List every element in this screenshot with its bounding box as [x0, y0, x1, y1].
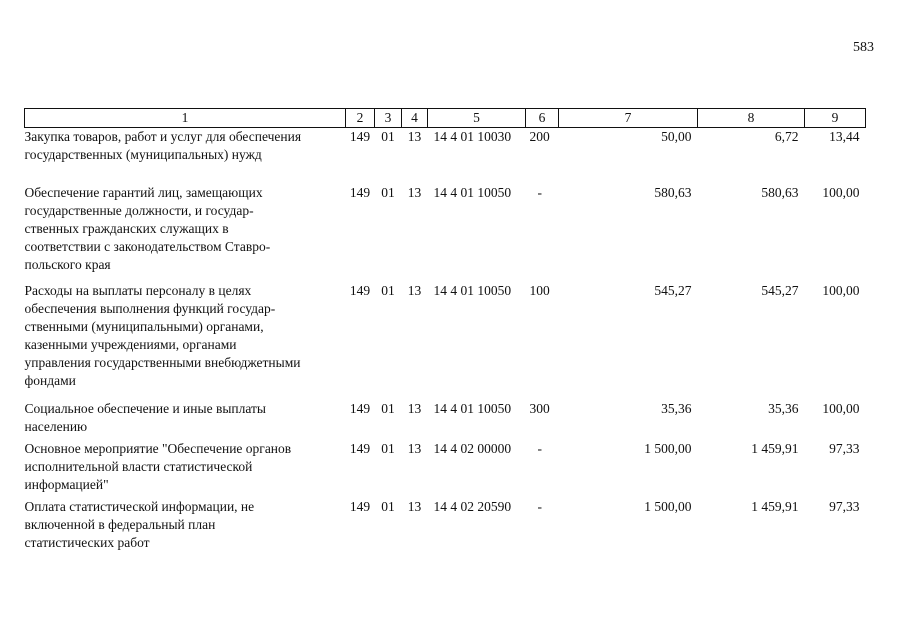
- cell-c2: 149: [349, 440, 371, 456]
- row-name-line: фондами: [24, 372, 76, 388]
- cell-c2: 149: [349, 282, 371, 298]
- cell-c8: 6,72: [774, 129, 799, 144]
- cell-c9: 97,33: [829, 440, 860, 456]
- cell-c7: 35,36: [661, 400, 692, 416]
- cell-c5: 14 4 01 10030: [433, 129, 512, 144]
- cell-c4: 13: [407, 400, 422, 416]
- cell-c2: 149: [349, 184, 371, 200]
- cell-c7: 1 500,00: [644, 440, 692, 456]
- row-name: [25, 184, 346, 282]
- row-name-line: обеспечения выполнения функций государ-: [24, 300, 276, 316]
- cell-c7: 50,00: [661, 129, 692, 144]
- cell-c5: 14 4 01 10050: [433, 282, 512, 298]
- table-row: [25, 440, 866, 498]
- cell-c7: 1 500,00: [644, 498, 692, 514]
- cell-c7: 580,63: [654, 184, 692, 200]
- cell-c6: -: [537, 498, 542, 514]
- cell-c4: 13: [407, 184, 422, 200]
- col-header-7: 7: [559, 109, 698, 128]
- row-name-line: ственных гражданских служащих в: [24, 220, 229, 236]
- col-header-4: 4: [402, 109, 428, 128]
- cell-c3: 01: [381, 129, 395, 144]
- cell-c6: -: [537, 184, 542, 200]
- cell-c6: 100: [529, 282, 550, 298]
- row-name-line: казенными учреждениями, органами: [24, 336, 237, 352]
- cell-c3: 01: [381, 184, 395, 200]
- header-row: [25, 109, 866, 128]
- col-header-6: 6: [526, 109, 559, 128]
- col-header-9: 9: [805, 109, 866, 128]
- page-number: 583: [853, 40, 874, 55]
- col-header-5: 5: [428, 109, 526, 128]
- cell-c8: 1 459,91: [751, 440, 799, 456]
- cell-c3: 01: [381, 282, 395, 298]
- row-name-line: польского края: [24, 256, 111, 272]
- row-name-line: Социальное обеспечение и иные выплаты: [24, 400, 266, 416]
- table-row: [25, 400, 866, 440]
- row-name: [25, 440, 346, 498]
- row-name-line: населению: [24, 418, 88, 434]
- cell-c4: 13: [407, 440, 422, 456]
- cell-c5: 14 4 02 20590: [433, 498, 512, 514]
- cell-c5: 14 4 01 10050: [433, 184, 512, 200]
- col-header-2: 2: [346, 109, 375, 128]
- table-row: [25, 498, 866, 554]
- cell-c5: 14 4 02 00000: [433, 440, 512, 456]
- cell-c9: 100,00: [822, 282, 860, 298]
- cell-c9: 13,44: [829, 129, 860, 144]
- row-name-line: информацией": [24, 476, 109, 492]
- row-name-line: соответствии с законодательством Ставро-: [24, 238, 271, 254]
- cell-c5: 14 4 01 10050: [433, 400, 512, 416]
- cell-c8: 35,36: [768, 400, 799, 416]
- cell-c3: 01: [381, 400, 395, 416]
- cell-c4: 13: [407, 282, 422, 298]
- cell-c4: 13: [407, 498, 422, 514]
- cell-c4: 13: [407, 129, 422, 144]
- cell-c6: 200: [529, 129, 550, 144]
- cell-c3: 01: [381, 498, 395, 514]
- table-row: [25, 184, 866, 282]
- row-name: [25, 128, 346, 184]
- row-name-line: Основное мероприятие "Обеспечение органов: [24, 440, 292, 456]
- row-name: [25, 400, 346, 440]
- row-name-line: управления государственными внебюджетными: [24, 354, 301, 370]
- row-name: [25, 282, 346, 400]
- cell-c8: 1 459,91: [751, 498, 799, 514]
- table-row: [25, 282, 866, 400]
- cell-c2: 149: [349, 400, 371, 416]
- table-row: [25, 128, 866, 184]
- row-name: [25, 498, 346, 554]
- col-header-1: 1: [25, 109, 346, 128]
- cell-c9: 100,00: [822, 400, 860, 416]
- cell-c9: 100,00: [822, 184, 860, 200]
- cell-c9: 97,33: [829, 498, 860, 514]
- cell-c3: 01: [381, 440, 395, 456]
- cell-c6: 300: [529, 400, 550, 416]
- cell-c2: 149: [349, 129, 371, 144]
- row-name-line: Оплата статистической информации, не: [24, 498, 255, 514]
- row-name-line: статистических работ: [24, 534, 150, 550]
- row-name-line: Расходы на выплаты персоналу в целях: [24, 282, 252, 298]
- row-name-line: ственными (муниципальными) органами,: [24, 318, 264, 334]
- cell-c8: 545,27: [761, 282, 799, 298]
- cell-c6: -: [537, 440, 542, 456]
- row-name-line: Закупка товаров, работ и услуг для обеспечения: [24, 129, 302, 144]
- row-name-line: Обеспечение гарантий лиц, замещающих: [24, 184, 263, 200]
- col-header-3: 3: [375, 109, 402, 128]
- row-name-line: включенной в федеральный план: [24, 516, 216, 532]
- budget-table: [24, 108, 866, 554]
- cell-c2: 149: [349, 498, 371, 514]
- row-name-line: государственные должности, и государ-: [24, 202, 254, 218]
- cell-c8: 580,63: [761, 184, 799, 200]
- row-name-line: государственных (муниципальных) нужд: [24, 147, 262, 162]
- cell-c7: 545,27: [654, 282, 692, 298]
- row-name-line: исполнительной власти статистической: [24, 458, 253, 474]
- col-header-8: 8: [698, 109, 805, 128]
